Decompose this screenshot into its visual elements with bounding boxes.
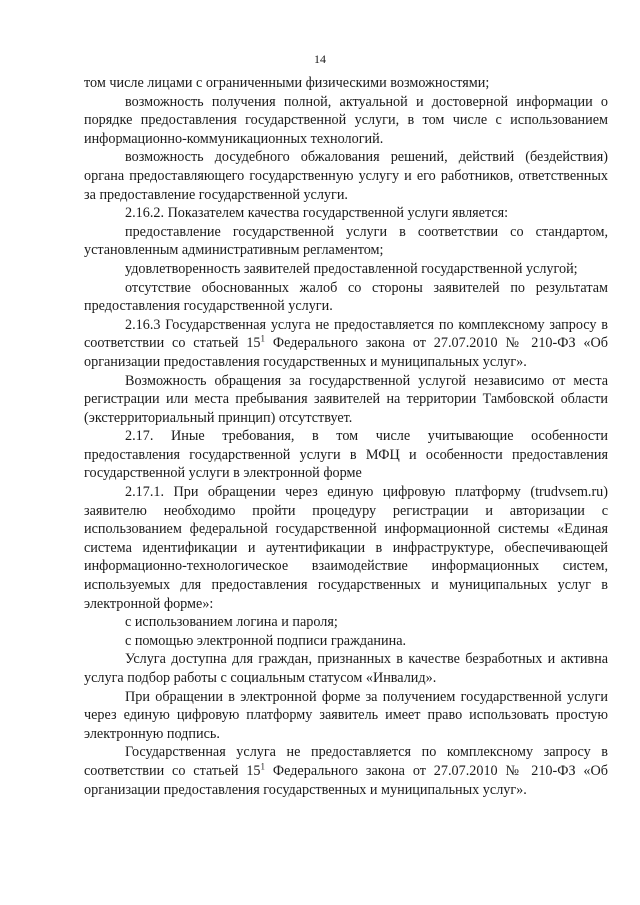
paragraph-14: Услуга доступна для граждан, признанных в качестве безработных и активна услуга подбор работы с социальным статусом «Инвалид».: [84, 651, 608, 686]
paragraph-2: возможность получения полной, актуальной и достоверной информации о порядке предоставления государственной услуги, в том числе с использованием информационно-коммуникационных технологий.: [84, 93, 608, 147]
paragraph-8-text-a: 2.16.3 Государственная услуга не предоставляется по комплексному запросу в соответствии со статьей 15: [84, 316, 608, 352]
paragraph-9: Возможность обращения за государственной услугой независимо от места регистрации или места пребывания заявителей на территории Тамбовской области (экстерриториальный принцип) отсутствует.: [84, 372, 608, 426]
document-body: [84, 74, 608, 799]
paragraph-8-text-b: Федерального закона от 27.07.2010 № 210-ФЗ «Об организации предоставления государственных и муниципальных услуг».: [84, 335, 608, 370]
paragraph-5: предоставление государственной услуги в соответствии со стандартом, установленным административным регламентом;: [84, 223, 608, 259]
paragraph-8: [84, 316, 608, 372]
paragraph-4: 2.16.2. Показателем качества государственной услуги является:: [125, 205, 509, 222]
footnote-sup: 1: [260, 761, 266, 772]
paragraph-16-text-a: Государственная услуга не предоставляется по комплексному запросу в соответствии со статьей 15: [84, 744, 608, 779]
paragraph-6: удовлетворенность заявителей предоставленной государственной услугой;: [125, 260, 578, 277]
paragraph-12: с использованием логина и пароля;: [125, 614, 338, 631]
paragraph-3: возможность досудебного обжалования решений, действий (бездействия) органа предоставляющего государственную услугу и его работников, ответственных за предоставление государственной услуги.: [84, 149, 608, 203]
footnote-sup: 1: [260, 333, 266, 344]
paragraph-10: 2.17. Иные требования, в том числе учитывающие особенности предоставления государственной услуги в МФЦ и особенности предоставления государственной услуги в электронной форме: [84, 428, 608, 482]
paragraph-16: [84, 743, 608, 799]
page-number: 14: [314, 52, 326, 66]
paragraph-7: отсутствие обоснованных жалоб со стороны заявителей по результатам предоставления государственной услуги.: [84, 279, 608, 315]
paragraph-13: с помощью электронной подписи гражданина.: [125, 632, 407, 649]
paragraph-11: 2.17.1. При обращении через единую цифровую платформу (trudvsem.ru) заявителю необходимо пройти процедуру регистрации и авторизации с использованием федеральной государственной информационной системы «Единая система идентификации и аутентификации в инфраструктуре, обеспечивающей информационно-технологическое взаимодействие информационных систем, используемых для предоставления государственных и муниципальных услуг в электронной форме»:: [84, 484, 608, 612]
paragraph-16-text-b: Федерального закона от 27.07.2010 № 210-ФЗ «Об организации предоставления государственных и муниципальных услуг».: [84, 762, 608, 798]
paragraph-1: том числе лицами с ограниченными физическими возможностями;: [84, 75, 490, 91]
paragraph-15: При обращении в электронной форме за получением государственной услуги через единую цифровую платформу заявитель имеет право использовать простую электронную подпись.: [84, 688, 608, 742]
